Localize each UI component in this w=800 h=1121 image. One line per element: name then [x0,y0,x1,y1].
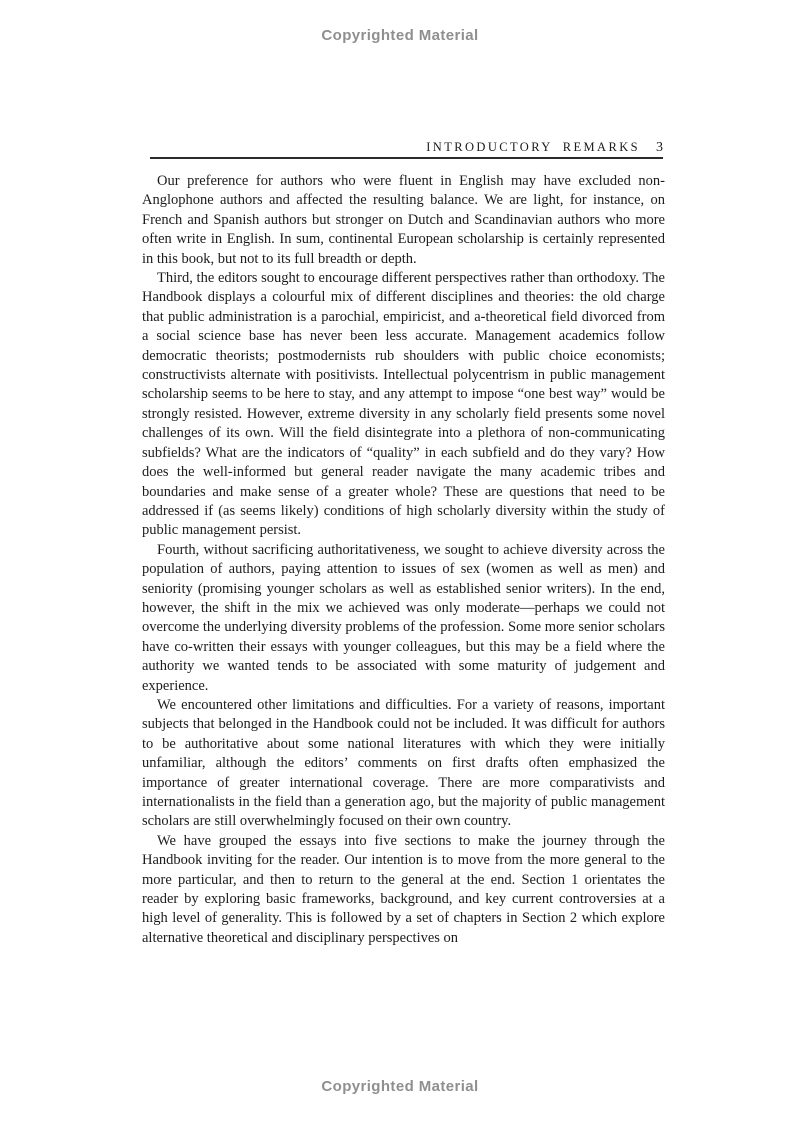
page-body [142,172,665,948]
paragraph-2: Third, the editors sought to encourage different perspectives rather than orthodoxy. The Handbook displays a colourful mix of different disciplines and theories: the old charge that public administration is a parochial, empiricist, and a-theoretical field divorced from a social science base has never been less accurate. Management academics follow democratic theorists; postmodernists rub shoulders with public choice economists; constructivists alternate with positivists. Intellectual polycentrism in public management scholarship seems to be here to stay, and any attempt to impose “one best way” would be strongly resisted. However, extreme diversity in any scholarly field presents some novel challenges of its own. Will the field disintegrate into a plethora of non-communicating subfields? What are the indicators of “quality” in each subfield and do they vary? How does the well-informed but general reader navigate the many academic tribes and boundaries and make sense of a greater whole? These are questions that need to be addressed if (as seems likely) conditions of high scholarly diversity within the study of public management persist. [142,270,665,539]
copyright-watermark-top: Copyrighted Material [321,27,479,44]
paragraph-5: We have grouped the essays into five sections to make the journey through the Handbook inviting for the reader. Our intention is to move from the more general to the more particular, and then to return to the general at the end. Section 1 orientates the reader by exploring basic frameworks, background, and key current controversies at a high level of generality. This is followed by a set of chapters in Section 2 which explore alternative theoretical and disciplinary perspectives on [142,832,665,946]
paragraph-4: We encountered other limitations and difficulties. For a variety of reasons, important subjects that belonged in the Handbook could not be included. It was difficult for authors to be authoritative about some national literatures with which they were initially unfamiliar, although the editors’ comments on first drafts often emphasized the importance of greater international coverage. There are more comparativists and internationalists in the field than a generation ago, but the majority of public management scholars are still overwhelmingly focused on their own country. [142,696,665,830]
paragraph-1: Our preference for authors who were fluent in English may have excluded non-Anglophone authors and affected the resulting balance. We are light, for instance, on French and Spanish authors but stronger on Dutch and Scandinavian authors who more often write in English. In sum, continental European scholarship is certainly represented in this book, but not to its full breadth or depth. [142,173,665,267]
copyright-watermark-bottom: Copyrighted Material [321,1078,479,1095]
header-rule [150,157,663,159]
paragraph-3: Fourth, without sacrificing authoritativeness, we sought to achieve diversity across the population of authors, paying attention to issues of sex (women as well as men) and seniority (promising younger scholars as well as established senior writers). In the end, however, the shift in the mix we achieved was only moderate—perhaps we could not overcome the underlying diversity problems of the profession. Some more senior scholars have co-written their essays with younger colleagues, but this may be a field where the authority we wanted tends to be associated with some maturity of judgement and experience. [142,541,665,694]
page-number: 3 [656,140,663,155]
running-header [150,138,663,156]
running-title: INTRODUCTORY REMARKS [426,140,640,154]
